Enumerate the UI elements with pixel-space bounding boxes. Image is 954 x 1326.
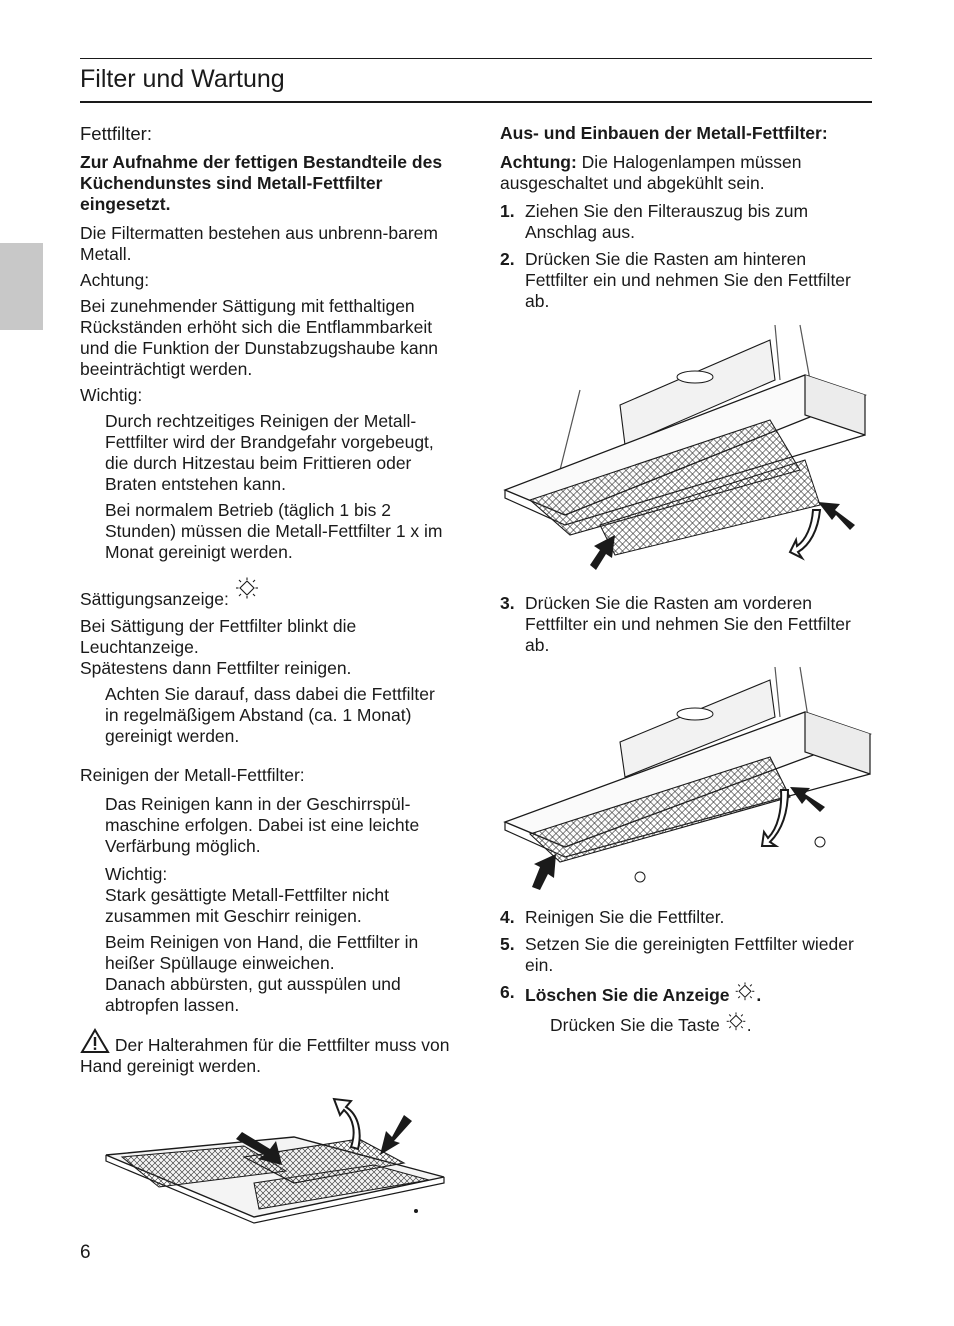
saturation-indicator-icon <box>725 1012 747 1034</box>
hood-rear-filter-illustration <box>500 320 870 570</box>
step-1-number: 1. <box>500 201 515 221</box>
reinigen-text-2: Beim Reinigen von Hand, die Fettfilter in heißer Spüllauge einweichen. <box>105 932 419 973</box>
page-title: Filter und Wartung <box>80 65 285 93</box>
achtung-label: Achtung: <box>80 270 150 290</box>
step-6-sub-text: Drücken Sie die Taste <box>550 1015 720 1035</box>
fettfilter-intro: Zur Aufnahme der fettigen Bestandteile des Küchendunstes sind Metall-Fettfilter eingesetzt. <box>80 152 443 214</box>
step-6-line <box>525 982 872 1006</box>
right-achtung <box>500 152 872 194</box>
step-5-text: Setzen Sie die gereinigten Fettfilter wieder ein. <box>525 934 854 975</box>
step-2-text: Drücken Sie die Rasten am hinteren Fettfilter ein und nehmen Sie den Fettfilter ab. <box>525 249 851 311</box>
step-3-number: 3. <box>500 593 515 613</box>
right-column-mid <box>500 593 872 662</box>
step-1-text: Ziehen Sie den Filterauszug bis zum Anschlag aus. <box>525 201 809 242</box>
reinigen-text-1: Das Reinigen kann in der Geschirrspül-maschine erfolgen. Dabei ist eine leichte Verfärbung möglich. <box>105 794 420 856</box>
step-5 <box>500 934 872 976</box>
step-5-number: 5. <box>500 934 515 954</box>
saettigung-text-1: Bei Sättigung der Fettfilter blinkt die Leuchtanzeige. <box>80 616 357 657</box>
saettigung-heading <box>80 577 450 610</box>
step-1 <box>500 201 872 243</box>
step-2-number: 2. <box>500 249 515 269</box>
right-column-bottom <box>500 907 872 1041</box>
side-tab-marker <box>0 243 43 330</box>
reinigen-wichtig-text: Stark gesättigte Metall-Fettfilter nicht zusammen mit Geschirr reinigen. <box>105 885 389 926</box>
right-achtung-text: Die Halogenlampen müssen ausgeschaltet und abgekühlt sein. <box>500 152 802 193</box>
header-rule-top <box>80 58 872 59</box>
saettigung-label: Sättigungsanzeige: <box>80 589 229 609</box>
fettfilter-heading: Fettfilter: <box>80 123 152 144</box>
step-2 <box>500 249 872 312</box>
saettigung-text-3: Achten Sie darauf, dass dabei die Fettfilter in regelmäßigem Abstand (ca. 1 Monat) gereinigt werden. <box>105 684 435 746</box>
achtung-text: Bei zunehmender Sättigung mit fetthaltigen Rückständen erhöht sich die Entflammbarkeit und die Funktion der Dunstabzugshaube kann beeinträchtigt werden. <box>80 296 439 379</box>
step-4 <box>500 907 872 928</box>
warning-note <box>80 1028 450 1077</box>
step-6 <box>500 982 872 1006</box>
step-6-number: 6. <box>500 982 515 1002</box>
header-rule-bottom <box>80 101 872 103</box>
wichtig-label: Wichtig: <box>80 385 143 405</box>
saettigung-text-2: Spätestens dann Fettfilter reinigen. <box>80 658 352 678</box>
einbauen-heading: Aus- und Einbauen der Metall-Fettfilter: <box>500 123 828 143</box>
step-4-text: Reinigen Sie die Fettfilter. <box>525 907 725 927</box>
wichtig-text-1: Durch rechtzeitiges Reinigen der Metall-Fettfilter wird der Brandgefahr vorgebeugt, die durch Hitzestau beim Frittieren oder Braten entstehen kann. <box>105 411 434 494</box>
page-number: 6 <box>80 1242 91 1263</box>
step-6-text: Löschen Sie die Anzeige <box>525 985 730 1005</box>
filter-frame-illustration <box>104 1097 449 1227</box>
saturation-indicator-icon <box>234 577 260 603</box>
step-6-period: . <box>756 985 762 1005</box>
left-column <box>80 123 450 1082</box>
right-column-top <box>500 123 872 318</box>
reinigen-wichtig-label: Wichtig: <box>105 864 168 884</box>
step-6-sub <box>550 1012 872 1036</box>
step-6-sub-period: . <box>746 1015 752 1035</box>
reinigen-heading: Reinigen der Metall-Fettfilter: <box>80 765 305 785</box>
warning-triangle-icon <box>80 1028 110 1054</box>
fettfilter-material: Die Filtermatten bestehen aus unbrenn-barem Metall. <box>80 223 438 264</box>
step-3 <box>500 593 872 656</box>
saturation-indicator-icon <box>734 982 756 1004</box>
hood-front-filter-illustration <box>500 662 875 892</box>
reinigen-text-3: Danach abbürsten, gut ausspülen und abtropfen lassen. <box>105 974 401 1015</box>
warning-text: Der Halterahmen für die Fettfilter muss von Hand gereinigt werden. <box>80 1035 450 1076</box>
right-achtung-label: Achtung: <box>500 152 577 172</box>
step-3-text: Drücken Sie die Rasten am vorderen Fettfilter ein und nehmen Sie den Fettfilter ab. <box>525 593 851 655</box>
wichtig-text-2: Bei normalem Betrieb (täglich 1 bis 2 Stunden) müssen die Metall-Fettfilter 1 x im Monat gereinigt werden. <box>105 500 443 562</box>
step-4-number: 4. <box>500 907 515 927</box>
